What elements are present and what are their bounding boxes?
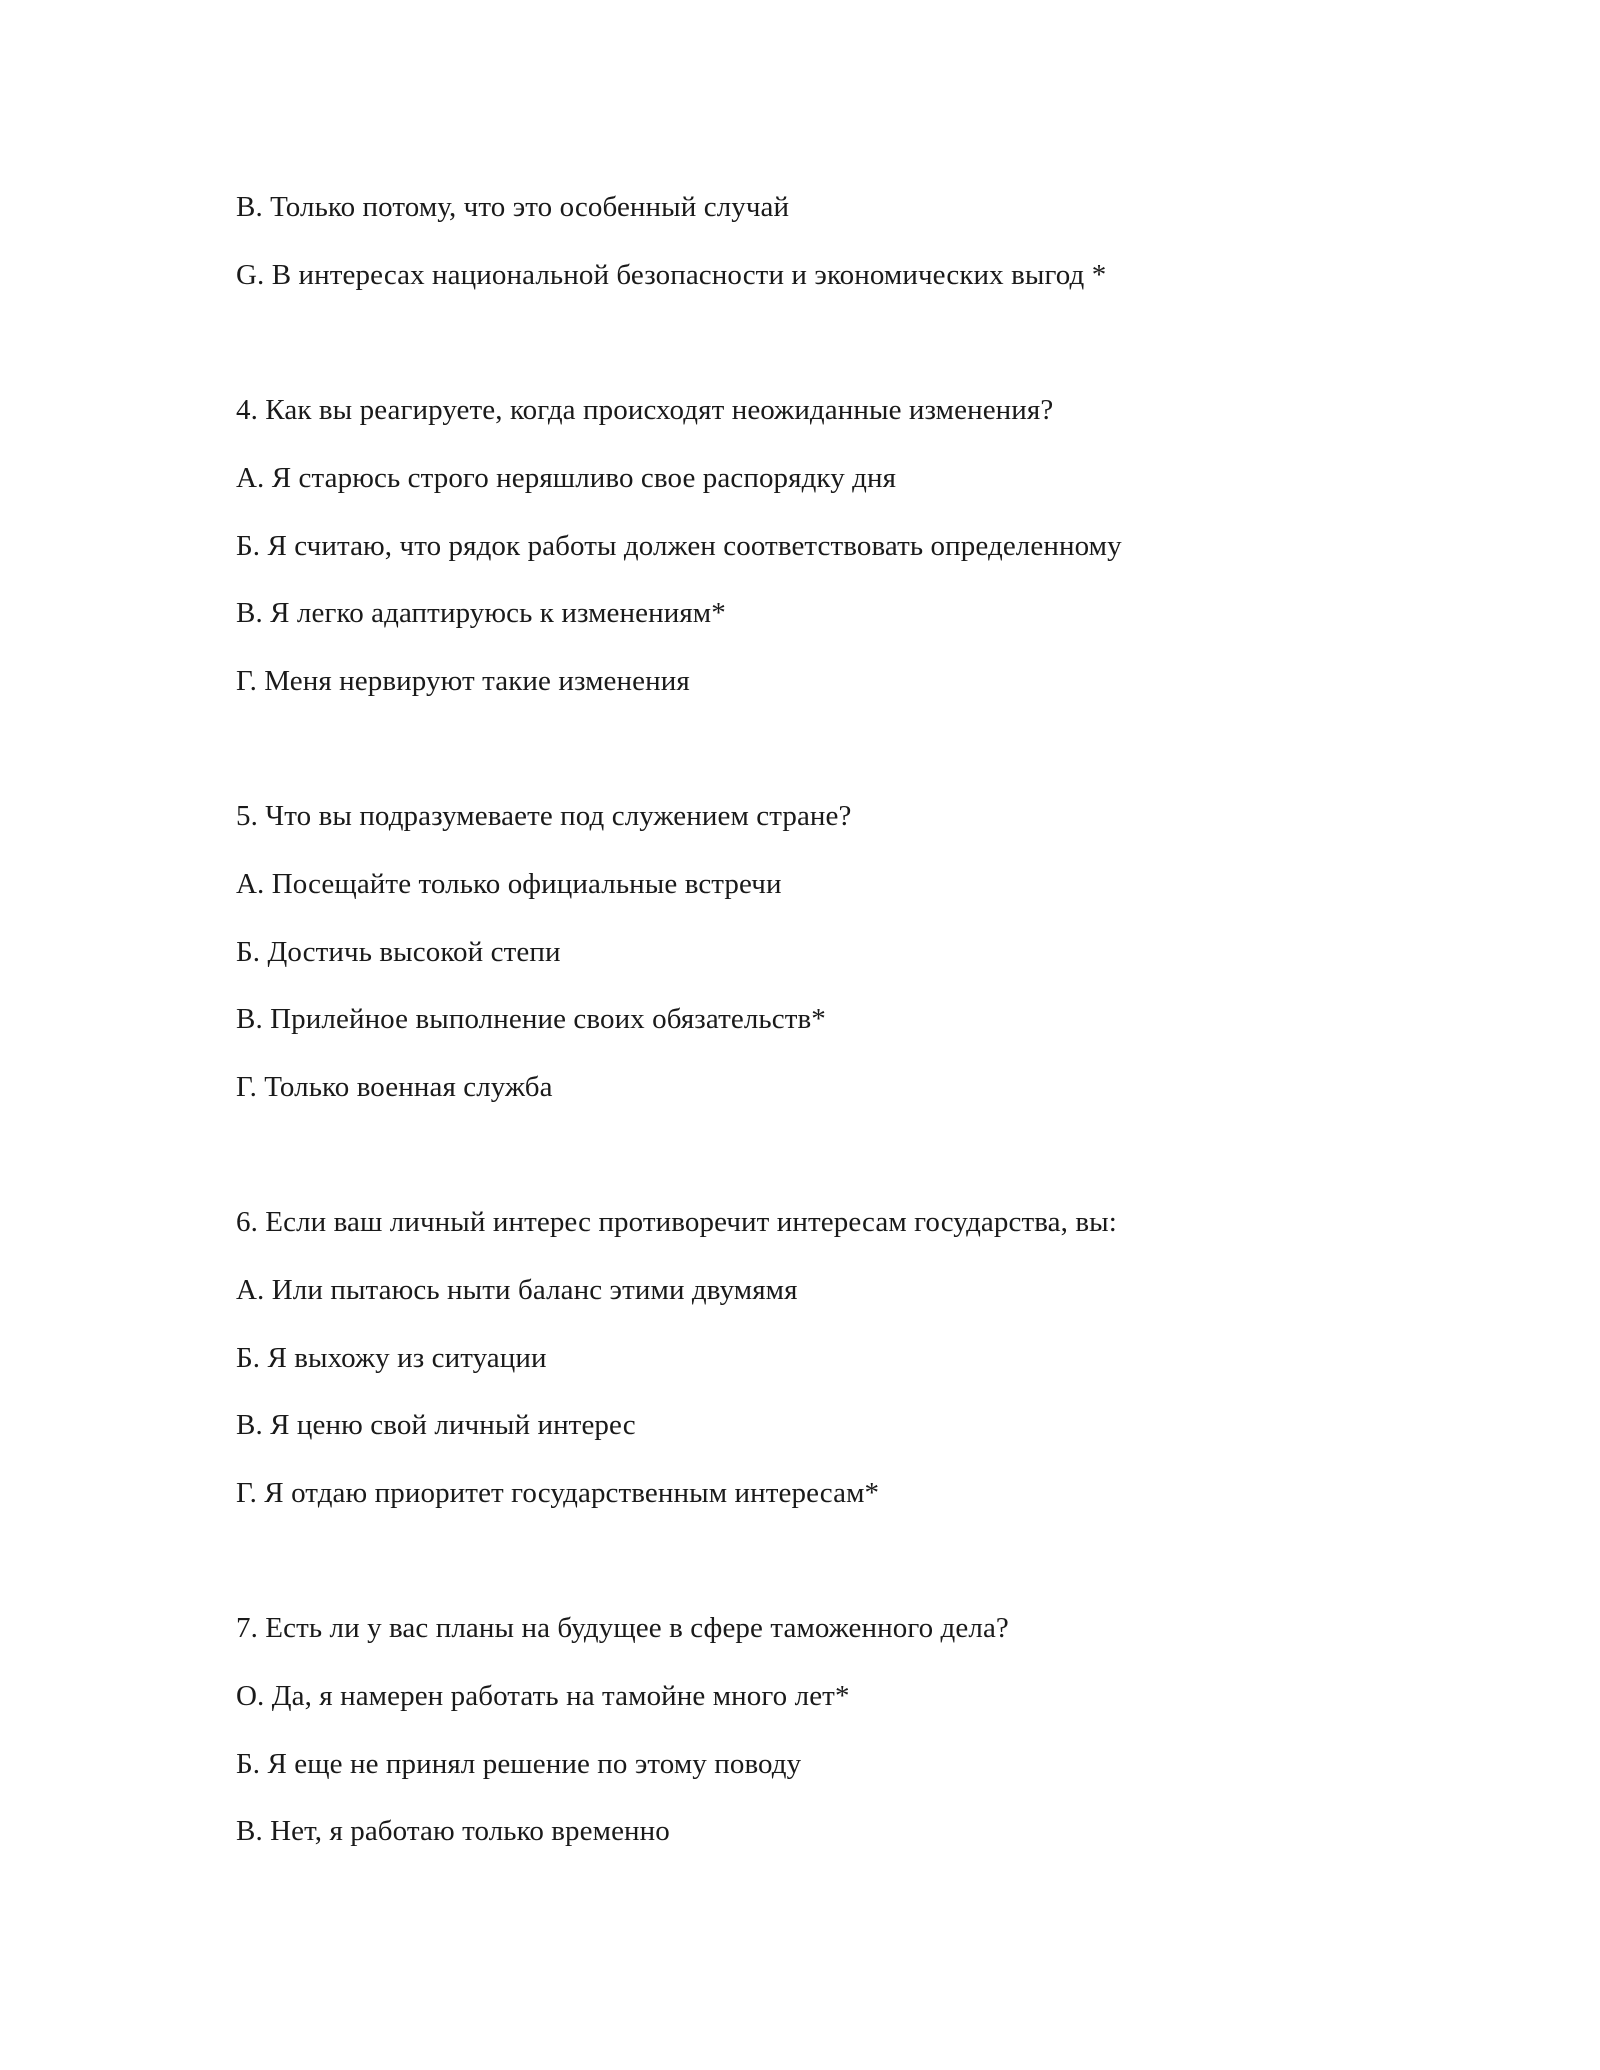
option-prev-b: В. Только потому, что это особенный случай [236,191,790,223]
option-6-v: В. Я ценю свой личный интерес [236,1409,636,1441]
option-7-v: В. Нет, я работаю только временно [236,1815,670,1847]
option-6-g: Г. Я отдаю приоритет государственным интересам* [236,1477,880,1509]
option-6-a: А. Или пытаюсь ныти баланс этими двумямя [236,1274,798,1306]
option-5-a: А. Посещайте только официальные встречи [236,868,782,900]
option-prev-g: G. В интересах национальной безопасности и экономических выгод * [236,259,1107,291]
question-4: 4. Как вы реагируете, когда происходят неожиданные изменения? [236,394,1054,426]
option-5-b: Б. Достичь высокой степи [236,936,561,968]
option-6-b: Б. Я выхожу из ситуации [236,1342,547,1374]
question-5: 5. Что вы подразумеваете под служением стране? [236,800,852,832]
option-7-b: Б. Я еще не принял решение по этому поводу [236,1748,802,1780]
question-6: 6. Если ваш личный интерес противоречит интересам государства, вы: [236,1206,1117,1238]
question-7: 7. Есть ли у вас планы на будущее в сфере таможенного дела? [236,1612,1009,1644]
option-4-a: А. Я старюсь строго неряшливо свое распорядку дня [236,462,897,494]
option-7-o: О. Да, я намерен работать на тамойне много лет* [236,1680,850,1712]
option-5-g: Г. Только военная служба [236,1071,553,1103]
option-5-v: В. Прилейное выполнение своих обязательств* [236,1003,826,1035]
option-4-b: Б. Я считаю, что рядок работы должен соответствовать определенному [236,530,1122,562]
option-4-v: В. Я легко адаптируюсь к изменениям* [236,597,726,629]
option-4-g: Г. Меня нервируют такие изменения [236,665,690,697]
